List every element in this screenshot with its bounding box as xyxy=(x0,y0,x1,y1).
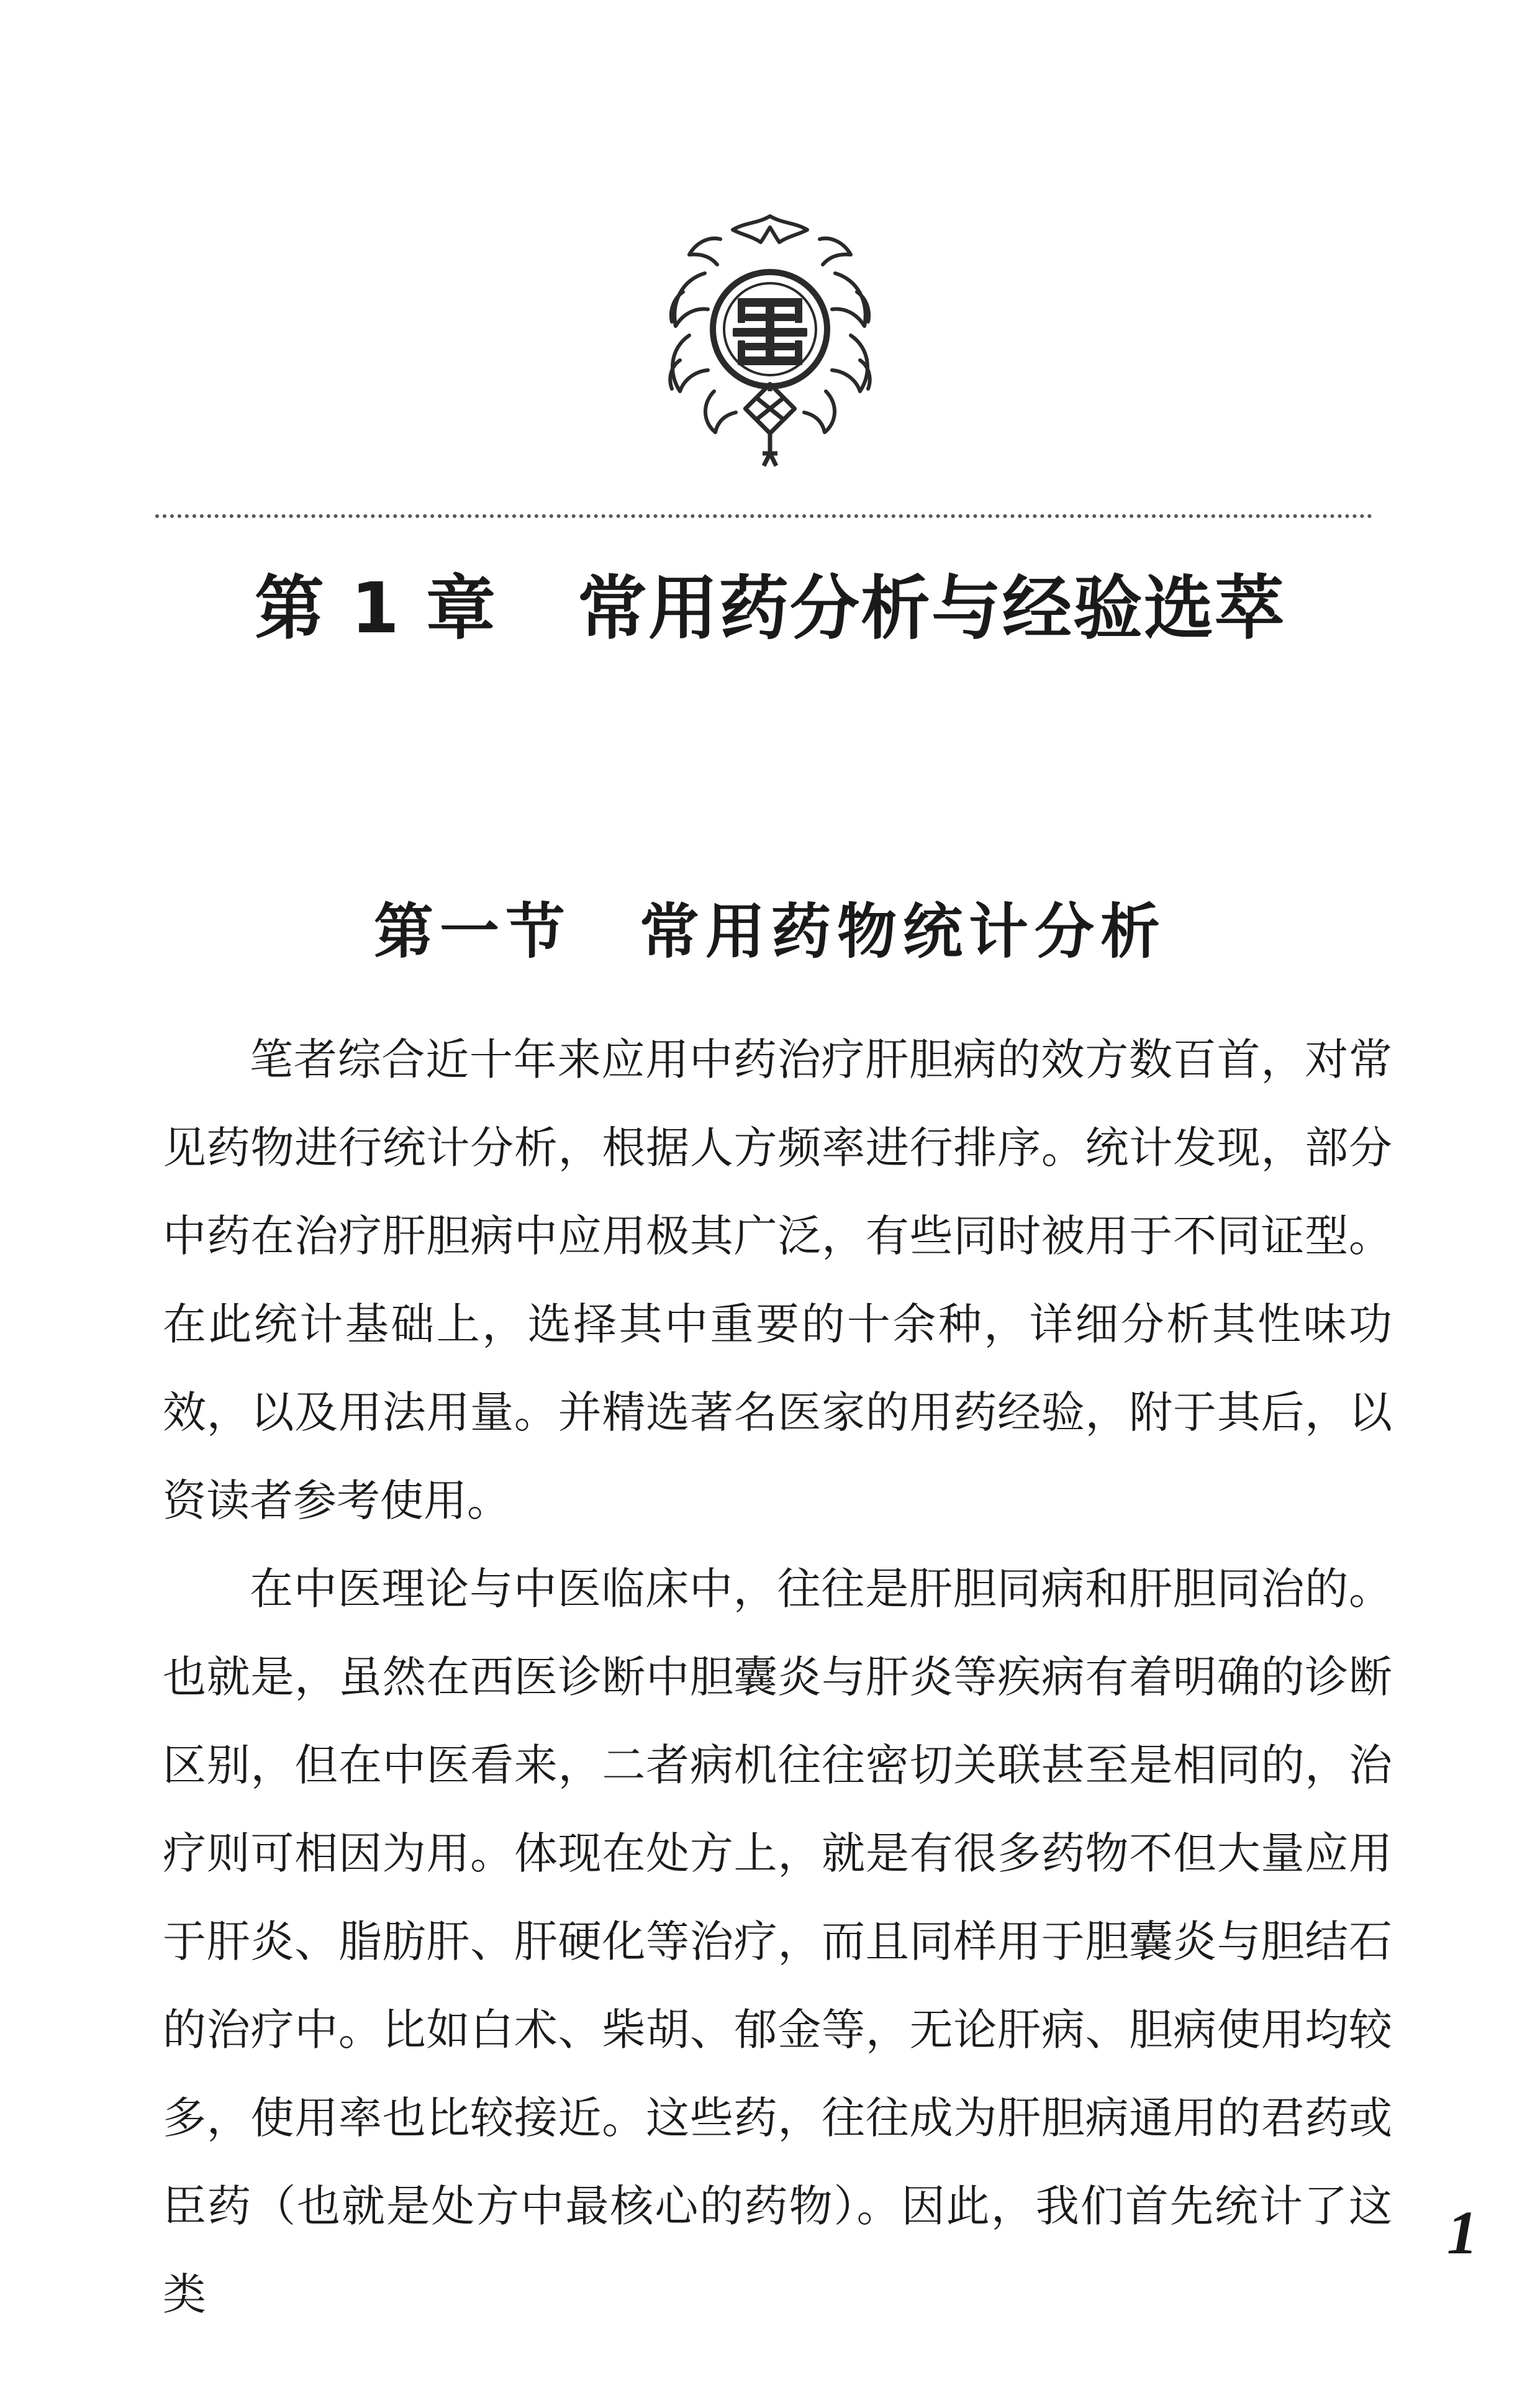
decorative-ornament-icon xyxy=(646,205,894,472)
paragraph: 笔者综合近十年来应用中药治疗肝胆病的效方数百首，对常见药物进行统计分析，根据人方频率进行排序。统计发现，部分中药在治疗肝胆病中应用极其广泛，有些同时被用于不同证型。在此统计基础上，选择其中重要的十余种，详细分析其性味功效，以及用法用量。并精选著名医家的用药经验，附于其后，以资读者参考使用。 xyxy=(163,1034,1392,1526)
chapter-number: 第 1 章 xyxy=(255,568,497,649)
chapter-title xyxy=(0,562,1540,655)
page-number: 1 xyxy=(1447,2198,1478,2267)
section-title xyxy=(0,891,1540,972)
paragraph: 在中医理论与中医临床中，往往是肝胆同病和肝胆同治的。也就是，虽然在西医诊断中胆囊炎与肝炎等疾病有着明确的诊断区别，但在中医看来，二者病机往往密切关联甚至是相同的，治疗则可相因为用。体现在处方上，就是有很多药物不但大量应用于肝炎、脂肪肝、肝硬化等治疗，而且同样用于胆囊炎与胆结石的治疗中。比如白术、柴胡、郁金等，无论肝病、胆病使用均较多，使用率也比较接近。这些药，往往成为肝胆病通用的君药或臣药（也就是处方中最核心的药物）。因此，我们首先统计了这类 xyxy=(163,1563,1392,2320)
chapter-name: 常用药分析与经验选萃 xyxy=(577,568,1285,649)
dotted-divider xyxy=(155,514,1372,518)
section-number: 第一节 xyxy=(374,896,571,966)
section-name: 常用药物统计分析 xyxy=(640,896,1166,966)
body-text xyxy=(163,1015,1392,2338)
